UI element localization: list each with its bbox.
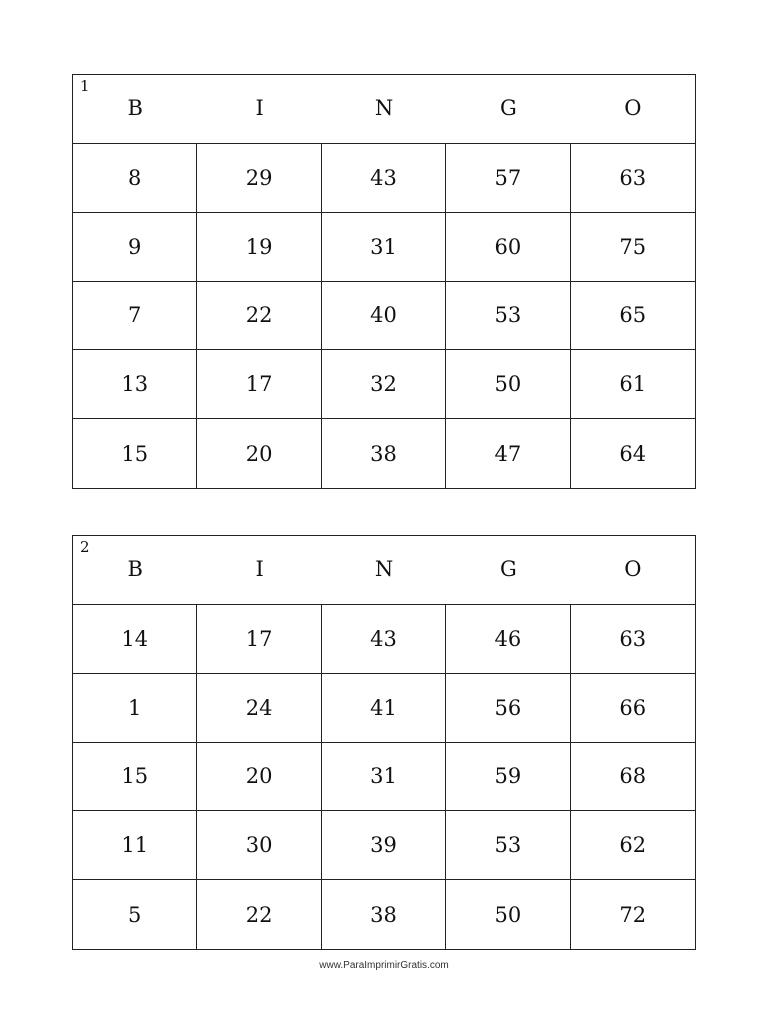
bingo-cell: 62 (571, 811, 695, 880)
bingo-cell: 53 (446, 282, 570, 351)
bingo-cell: 15 (73, 419, 197, 488)
bingo-cell: 24 (197, 674, 321, 743)
card-number: 1 (80, 77, 90, 95)
bingo-cell: 32 (322, 350, 446, 419)
bingo-grid (73, 144, 695, 488)
bingo-cell: 20 (197, 743, 321, 812)
header-letter-b: B (127, 557, 143, 581)
bingo-cell: 63 (571, 144, 695, 213)
bingo-cell: 66 (571, 674, 695, 743)
bingo-cell: 5 (73, 880, 197, 949)
bingo-card-1 (72, 74, 696, 489)
footer-url: www.ParaImprimirGratis.com (319, 960, 449, 971)
bingo-cell: 43 (322, 144, 446, 213)
bingo-cell: 14 (73, 605, 197, 674)
header-letter-o: O (624, 557, 642, 581)
bingo-cell: 64 (619, 441, 647, 466)
bingo-cell: 53 (446, 811, 570, 880)
bingo-cell: 50 (446, 880, 570, 949)
bingo-cell: 39 (322, 811, 446, 880)
header-letter-b: B (127, 96, 143, 120)
bingo-cell: 19 (197, 213, 321, 282)
bingo-header-row (73, 536, 695, 605)
bingo-cell: 72 (619, 902, 647, 927)
bingo-cell: 50 (446, 350, 570, 419)
bingo-cell: 61 (571, 350, 695, 419)
header-letter-i: I (255, 557, 264, 581)
bingo-cell: 30 (197, 811, 321, 880)
header-letter-i: I (255, 96, 264, 120)
bingo-cell: 7 (73, 282, 197, 351)
bingo-cell: 1 (73, 674, 197, 743)
bingo-cell: 22 (197, 880, 321, 949)
bingo-cell: 63 (571, 605, 695, 674)
bingo-cell: 60 (446, 213, 570, 282)
header-letter-g: G (500, 557, 517, 581)
card-number: 2 (80, 538, 90, 556)
bingo-cell: 57 (446, 144, 570, 213)
bingo-cell: 40 (322, 282, 446, 351)
bingo-header-row (73, 75, 695, 144)
bingo-cell: 65 (571, 282, 695, 351)
bingo-cell: 59 (446, 743, 570, 812)
bingo-cell: 29 (197, 144, 321, 213)
bingo-cell: 47 (446, 419, 570, 488)
header-letter-g: G (500, 96, 517, 120)
bingo-cell: 13 (73, 350, 197, 419)
bingo-cell: 68 (571, 743, 695, 812)
bingo-cell: 56 (446, 674, 570, 743)
bingo-cell: 46 (446, 605, 570, 674)
bingo-cell: 43 (322, 605, 446, 674)
bingo-cell: 11 (73, 811, 197, 880)
header-letter-n: N (374, 96, 394, 120)
header-letter-n: N (374, 557, 394, 581)
bingo-cell: 22 (197, 282, 321, 351)
bingo-cell: 17 (197, 350, 321, 419)
bingo-card-2 (72, 535, 696, 950)
bingo-grid (73, 605, 695, 949)
bingo-cell: 41 (322, 674, 446, 743)
bingo-cell: 9 (73, 213, 197, 282)
bingo-cell: 8 (73, 144, 197, 213)
bingo-cell: 75 (571, 213, 695, 282)
bingo-cell: 31 (322, 213, 446, 282)
bingo-cell: 20 (197, 419, 321, 488)
bingo-cell: 31 (322, 743, 446, 812)
bingo-cell: 17 (197, 605, 321, 674)
bingo-cell: 15 (73, 743, 197, 812)
bingo-cell: 38 (322, 880, 446, 949)
header-letter-o: O (624, 96, 642, 120)
bingo-cell: 38 (322, 419, 446, 488)
